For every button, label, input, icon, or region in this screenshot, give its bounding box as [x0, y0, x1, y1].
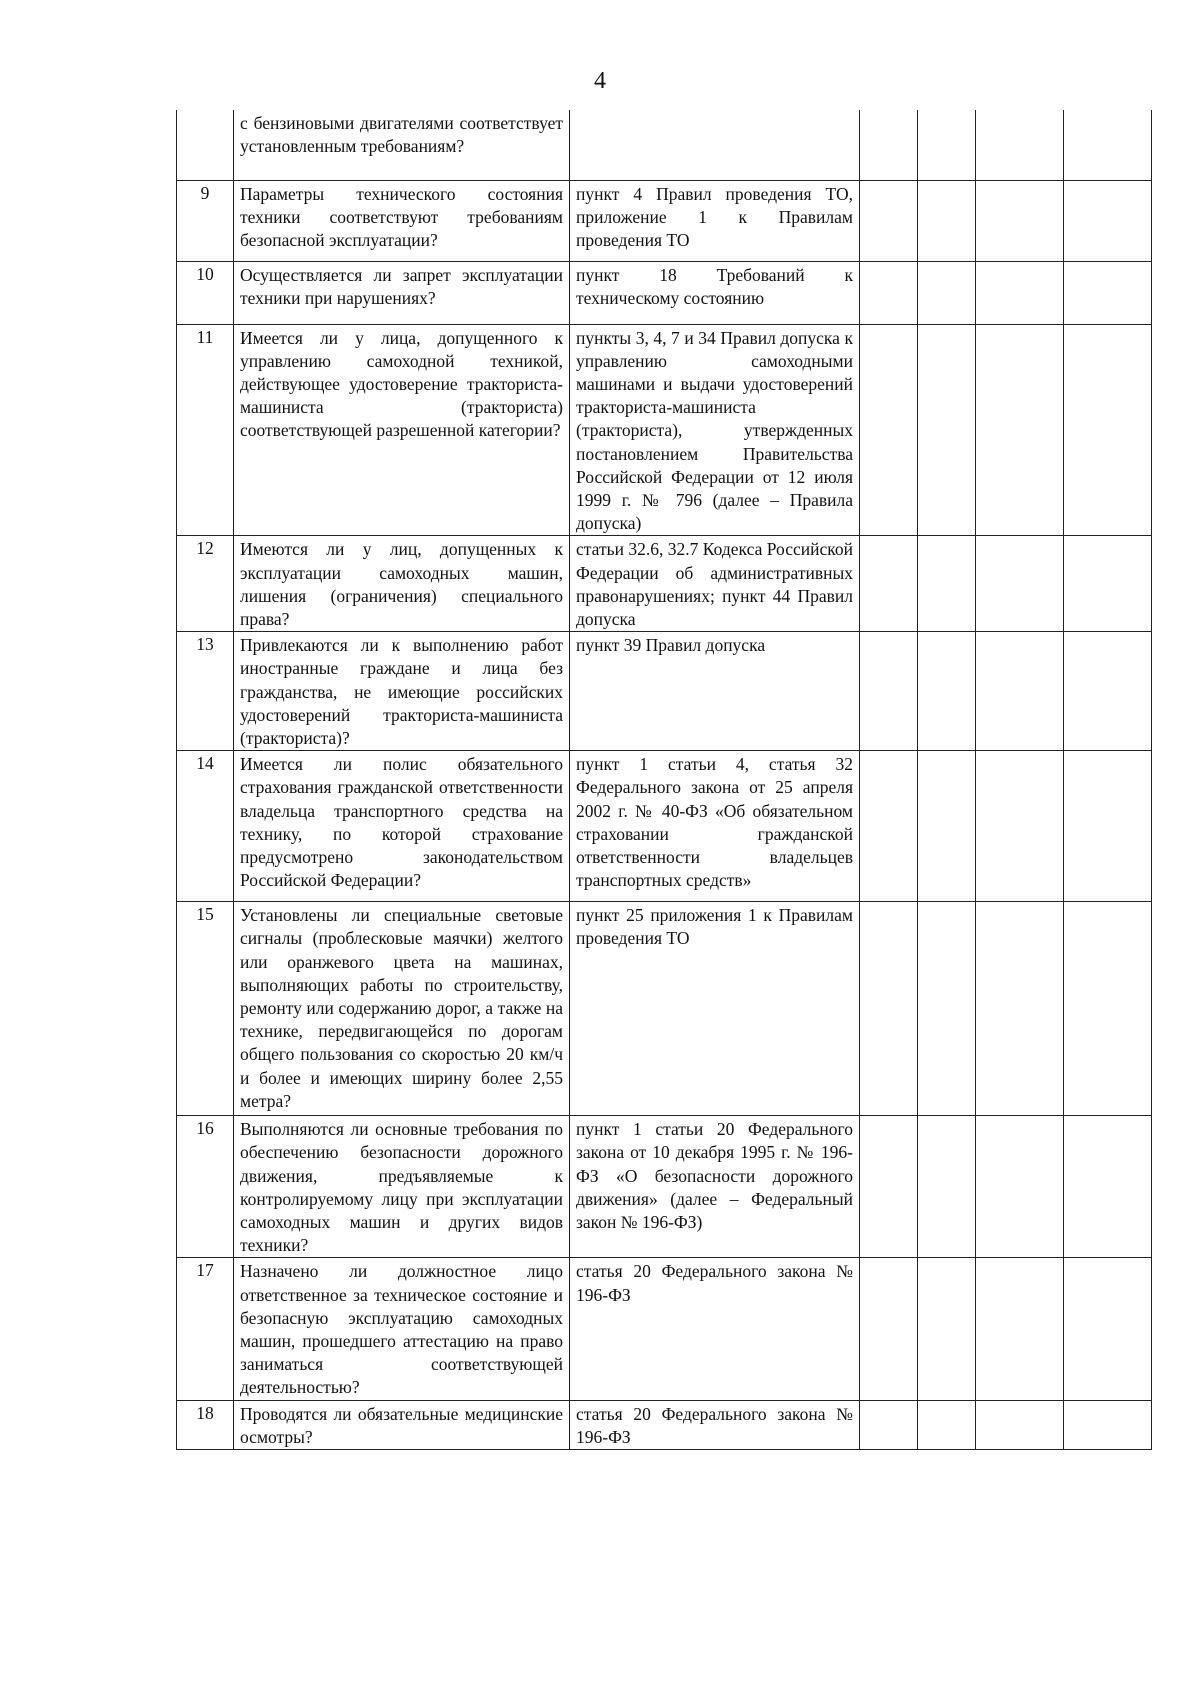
question-cell: Привлекаются ли к выполнению работ иностранные граждане и лица без гражданства, не имеющие российских удостоверений тракториста-машиниста (тракториста)?: [234, 632, 570, 751]
answer-cell: [976, 324, 1064, 536]
table-row: [177, 1258, 1152, 1400]
question-cell: Имеется ли у лица, допущенного к управлению самоходной техникой, действующее удостоверение тракториста-машиниста (тракториста) соответствующей разрешенной категории?: [234, 324, 570, 536]
question-cell: с бензиновыми двигателями соответствует установленным требованиям?: [234, 110, 570, 180]
answer-cell: [918, 261, 976, 324]
answer-cell: [1064, 324, 1152, 536]
answer-cell: [918, 110, 976, 180]
answer-cell: [1064, 751, 1152, 902]
answer-cell: [976, 751, 1064, 902]
answer-cell: [976, 1258, 1064, 1400]
answer-cell: [918, 632, 976, 751]
answer-cell: [918, 180, 976, 261]
answer-cell: [1064, 1400, 1152, 1449]
table-row: [177, 180, 1152, 261]
answer-cell: [976, 110, 1064, 180]
answer-cell: [860, 751, 918, 902]
answer-cell: [860, 536, 918, 632]
question-cell: Выполняются ли основные требования по обеспечению безопасности дорожного движения, предъявляемые к контролируемому лицу при эксплуатации самоходных машин и других видов техники?: [234, 1116, 570, 1258]
row-number: 12: [177, 536, 234, 632]
answer-cell: [860, 110, 918, 180]
row-number: 18: [177, 1400, 234, 1449]
answer-cell: [860, 180, 918, 261]
table-row: [177, 632, 1152, 751]
answer-cell: [860, 1400, 918, 1449]
reference-cell: пункты 3, 4, 7 и 34 Правил допуска к управлению самоходными машинами и выдачи удостоверений тракториста-машиниста (тракториста), утвержденных постановлением Правительства Российской Федерации от 12 июля 1999 г. № 796 (далее – Правила допуска): [570, 324, 860, 536]
table-row: [177, 902, 1152, 1116]
answer-cell: [1064, 1258, 1152, 1400]
answer-cell: [860, 261, 918, 324]
answer-cell: [976, 261, 1064, 324]
reference-cell: пункт 25 приложения 1 к Правилам проведения ТО: [570, 902, 860, 1116]
answer-cell: [976, 902, 1064, 1116]
row-number: 14: [177, 751, 234, 902]
table-row: [177, 751, 1152, 902]
answer-cell: [860, 902, 918, 1116]
row-number: 15: [177, 902, 234, 1116]
reference-cell: пункт 1 статьи 4, статья 32 Федерального закона от 25 апреля 2002 г. № 40-ФЗ «Об обязательном страховании гражданской ответственности владельцев транспортных средств»: [570, 751, 860, 902]
answer-cell: [860, 324, 918, 536]
answer-cell: [976, 1116, 1064, 1258]
table-row: [177, 536, 1152, 632]
row-number: 16: [177, 1116, 234, 1258]
row-number: 13: [177, 632, 234, 751]
answer-cell: [1064, 632, 1152, 751]
question-cell: Проводятся ли обязательные медицинские осмотры?: [234, 1400, 570, 1449]
row-number: [177, 110, 234, 180]
reference-cell: статья 20 Федерального закона № 196-ФЗ: [570, 1258, 860, 1400]
table-row: [177, 1116, 1152, 1258]
answer-cell: [860, 1116, 918, 1258]
page-number: 4: [594, 68, 606, 94]
answer-cell: [918, 751, 976, 902]
row-number: 10: [177, 261, 234, 324]
answer-cell: [1064, 180, 1152, 261]
checklist-table: [176, 110, 1152, 1450]
answer-cell: [1064, 536, 1152, 632]
answer-cell: [1064, 110, 1152, 180]
answer-cell: [918, 536, 976, 632]
reference-cell: [570, 110, 860, 180]
reference-cell: пункт 39 Правил допуска: [570, 632, 860, 751]
row-number: 11: [177, 324, 234, 536]
reference-cell: статьи 32.6, 32.7 Кодекса Российской Федерации об административных правонарушениях; пункт 44 Правил допуска: [570, 536, 860, 632]
answer-cell: [860, 632, 918, 751]
answer-cell: [1064, 261, 1152, 324]
question-cell: Назначено ли должностное лицо ответственное за техническое состояние и безопасную эксплуатацию самоходных машин, прошедшего аттестацию на право заниматься соответствующей деятельностью?: [234, 1258, 570, 1400]
answer-cell: [918, 324, 976, 536]
reference-cell: пункт 18 Требований к техническому состоянию: [570, 261, 860, 324]
answer-cell: [860, 1258, 918, 1400]
reference-cell: пункт 1 статьи 20 Федерального закона от 10 декабря 1995 г. № 196-ФЗ «О безопасности дорожного движения» (далее – Федеральный закон № 196-ФЗ): [570, 1116, 860, 1258]
reference-cell: пункт 4 Правил проведения ТО, приложение 1 к Правилам проведения ТО: [570, 180, 860, 261]
table-row: [177, 1400, 1152, 1449]
answer-cell: [976, 1400, 1064, 1449]
table-row: [177, 261, 1152, 324]
row-number: 17: [177, 1258, 234, 1400]
answer-cell: [918, 1400, 976, 1449]
question-cell: Осуществляется ли запрет эксплуатации техники при нарушениях?: [234, 261, 570, 324]
answer-cell: [1064, 902, 1152, 1116]
answer-cell: [918, 1116, 976, 1258]
table-row: [177, 324, 1152, 536]
row-number: 9: [177, 180, 234, 261]
question-cell: Имеется ли полис обязательного страхования гражданской ответственности владельца транспортного средства на технику, по которой страхование предусмотрено законодательством Российской Федерации?: [234, 751, 570, 902]
answer-cell: [976, 536, 1064, 632]
question-cell: Имеются ли у лиц, допущенных к эксплуатации самоходных машин, лишения (ограничения) специального права?: [234, 536, 570, 632]
question-cell: Параметры технического состояния техники соответствуют требованиям безопасной эксплуатации?: [234, 180, 570, 261]
answer-cell: [1064, 1116, 1152, 1258]
answer-cell: [976, 180, 1064, 261]
table-row: [177, 110, 1152, 180]
reference-cell: статья 20 Федерального закона № 196-ФЗ: [570, 1400, 860, 1449]
answer-cell: [976, 632, 1064, 751]
question-cell: Установлены ли специальные световые сигналы (проблесковые маячки) желтого или оранжевого цвета на машинах, выполняющих работы по строительству, ремонту или содержанию дорог, а также на технике, передвигающейся по дорогам общего пользования со скоростью 20 км/ч и более и имеющих ширину более 2,55 метра?: [234, 902, 570, 1116]
answer-cell: [918, 1258, 976, 1400]
answer-cell: [918, 902, 976, 1116]
